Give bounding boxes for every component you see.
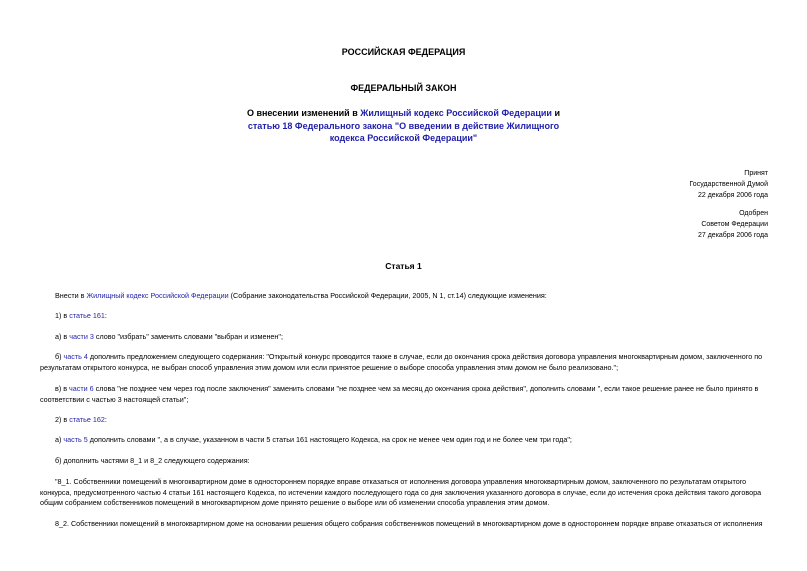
- paragraph-8-2: 8_2. Собственники помещений в многоквартирном доме на основании решения общего собрания собственников помещений в многоквартирном доме в одностороннем порядке вправе отказаться от исполнения: [55, 519, 763, 528]
- title-and: и: [554, 108, 561, 118]
- item-2b: б) дополнить частями 8_1 и 8_2 следующего содержания:: [55, 456, 250, 465]
- title-link-article-18[interactable]: статью 18 Федерального закона "О введении в действие Жилищного кодекса Российской Федерации": [247, 120, 560, 143]
- intro-post: (Собрание законодательства Российской Федерации, 2005, N 1, ст.14) следующие изменения:: [230, 291, 547, 300]
- item-1-pre: 1) в: [55, 311, 68, 320]
- header-doctype: ФЕДЕРАЛЬНЫЙ ЗАКОН: [350, 83, 457, 93]
- item-2a: [55, 435, 572, 446]
- item-1a-link[interactable]: части 3: [69, 332, 94, 341]
- approved-line2: Советом Федерации: [701, 221, 768, 228]
- item-1a-pre: а) в: [55, 332, 68, 341]
- approved-line1: Одобрен: [739, 210, 768, 217]
- item-2-link[interactable]: статье 162: [69, 415, 105, 424]
- adopted-date: 22 декабря 2006 года: [697, 192, 768, 199]
- item-2a-post: дополнить словами ", а в случае, указанном в части 5 статьи 161 настоящего Кодекса, на срок не менее чем один год и не более чем три года";: [89, 435, 572, 444]
- article-heading: Статья 1: [385, 261, 422, 271]
- item-1-link[interactable]: статье 161: [69, 311, 105, 320]
- adopted-line2: Государственной Думой: [689, 181, 768, 188]
- item-2-post: :: [104, 415, 107, 424]
- title-link-housing-code[interactable]: Жилищный кодекс Российской Федерации: [360, 108, 552, 118]
- approved-block: [698, 208, 768, 241]
- item-1b: [40, 352, 768, 373]
- approved-date: 27 декабря 2006 года: [697, 232, 768, 239]
- header-country: РОССИЙСКАЯ ФЕДЕРАЦИЯ: [341, 47, 466, 57]
- item-1a-post: слово "избрать" заменить словами "выбран и изменен";: [95, 332, 283, 341]
- adopted-block: [689, 168, 768, 201]
- intro-pre: Внести в: [55, 291, 85, 300]
- item-1: [55, 311, 107, 322]
- law-title: [230, 107, 577, 145]
- item-1c-pre: в) в: [55, 384, 68, 393]
- intro-link-housing-code[interactable]: Жилищный кодекс Российской Федерации: [86, 291, 229, 300]
- title-prefix: О внесении изменений в: [246, 108, 358, 118]
- item-1c-post: слова "не позднее чем через год после заключения" заменить словами "не позднее чем за месяц до окончания срока действия", дополнить словами ", если такое решение ранее не было принято в соответствии с частью 3 настоящей статьи";: [40, 384, 759, 404]
- item-1b-post: дополнить предложением следующего содержания: "Открытый конкурс проводится также в случае, если до окончания срока действия договора управления многоквартирным домом, заключенного по результатам открытого конкурса, не выбран способ управления этим домом или если принятое решение о выборе способа управления этим домом не было реализовано.";: [40, 352, 763, 372]
- item-1c: [40, 384, 768, 405]
- item-2-pre: 2) в: [55, 415, 68, 424]
- item-2: [55, 415, 107, 426]
- item-1c-link[interactable]: части 6: [69, 384, 94, 393]
- item-2a-pre: а): [55, 435, 62, 444]
- paragraph-8-1: "8_1. Собственники помещений в многоквартирном доме в одностороннем порядке вправе отказаться от исполнения договора управления многоквартирным домом, заключенного по результатам открытого конкурса, предусмотренного частью 4 статьи 161 настоящего Кодекса, по истечении каждого последующего года со дня заключения указанного договора в случае, если до истечения срока действия такого договора общим собранием собственников помещений в многоквартирном доме принято решение о выборе или об изменении способа управления этим домом.: [40, 477, 762, 507]
- adopted-line1: Принят: [744, 170, 768, 177]
- item-2a-link[interactable]: часть 5: [63, 435, 88, 444]
- item-1a: [55, 332, 283, 343]
- intro-paragraph: [55, 291, 547, 302]
- item-1b-link[interactable]: часть 4: [63, 352, 88, 361]
- item-1b-pre: б): [55, 352, 62, 361]
- item-1-post: :: [104, 311, 107, 320]
